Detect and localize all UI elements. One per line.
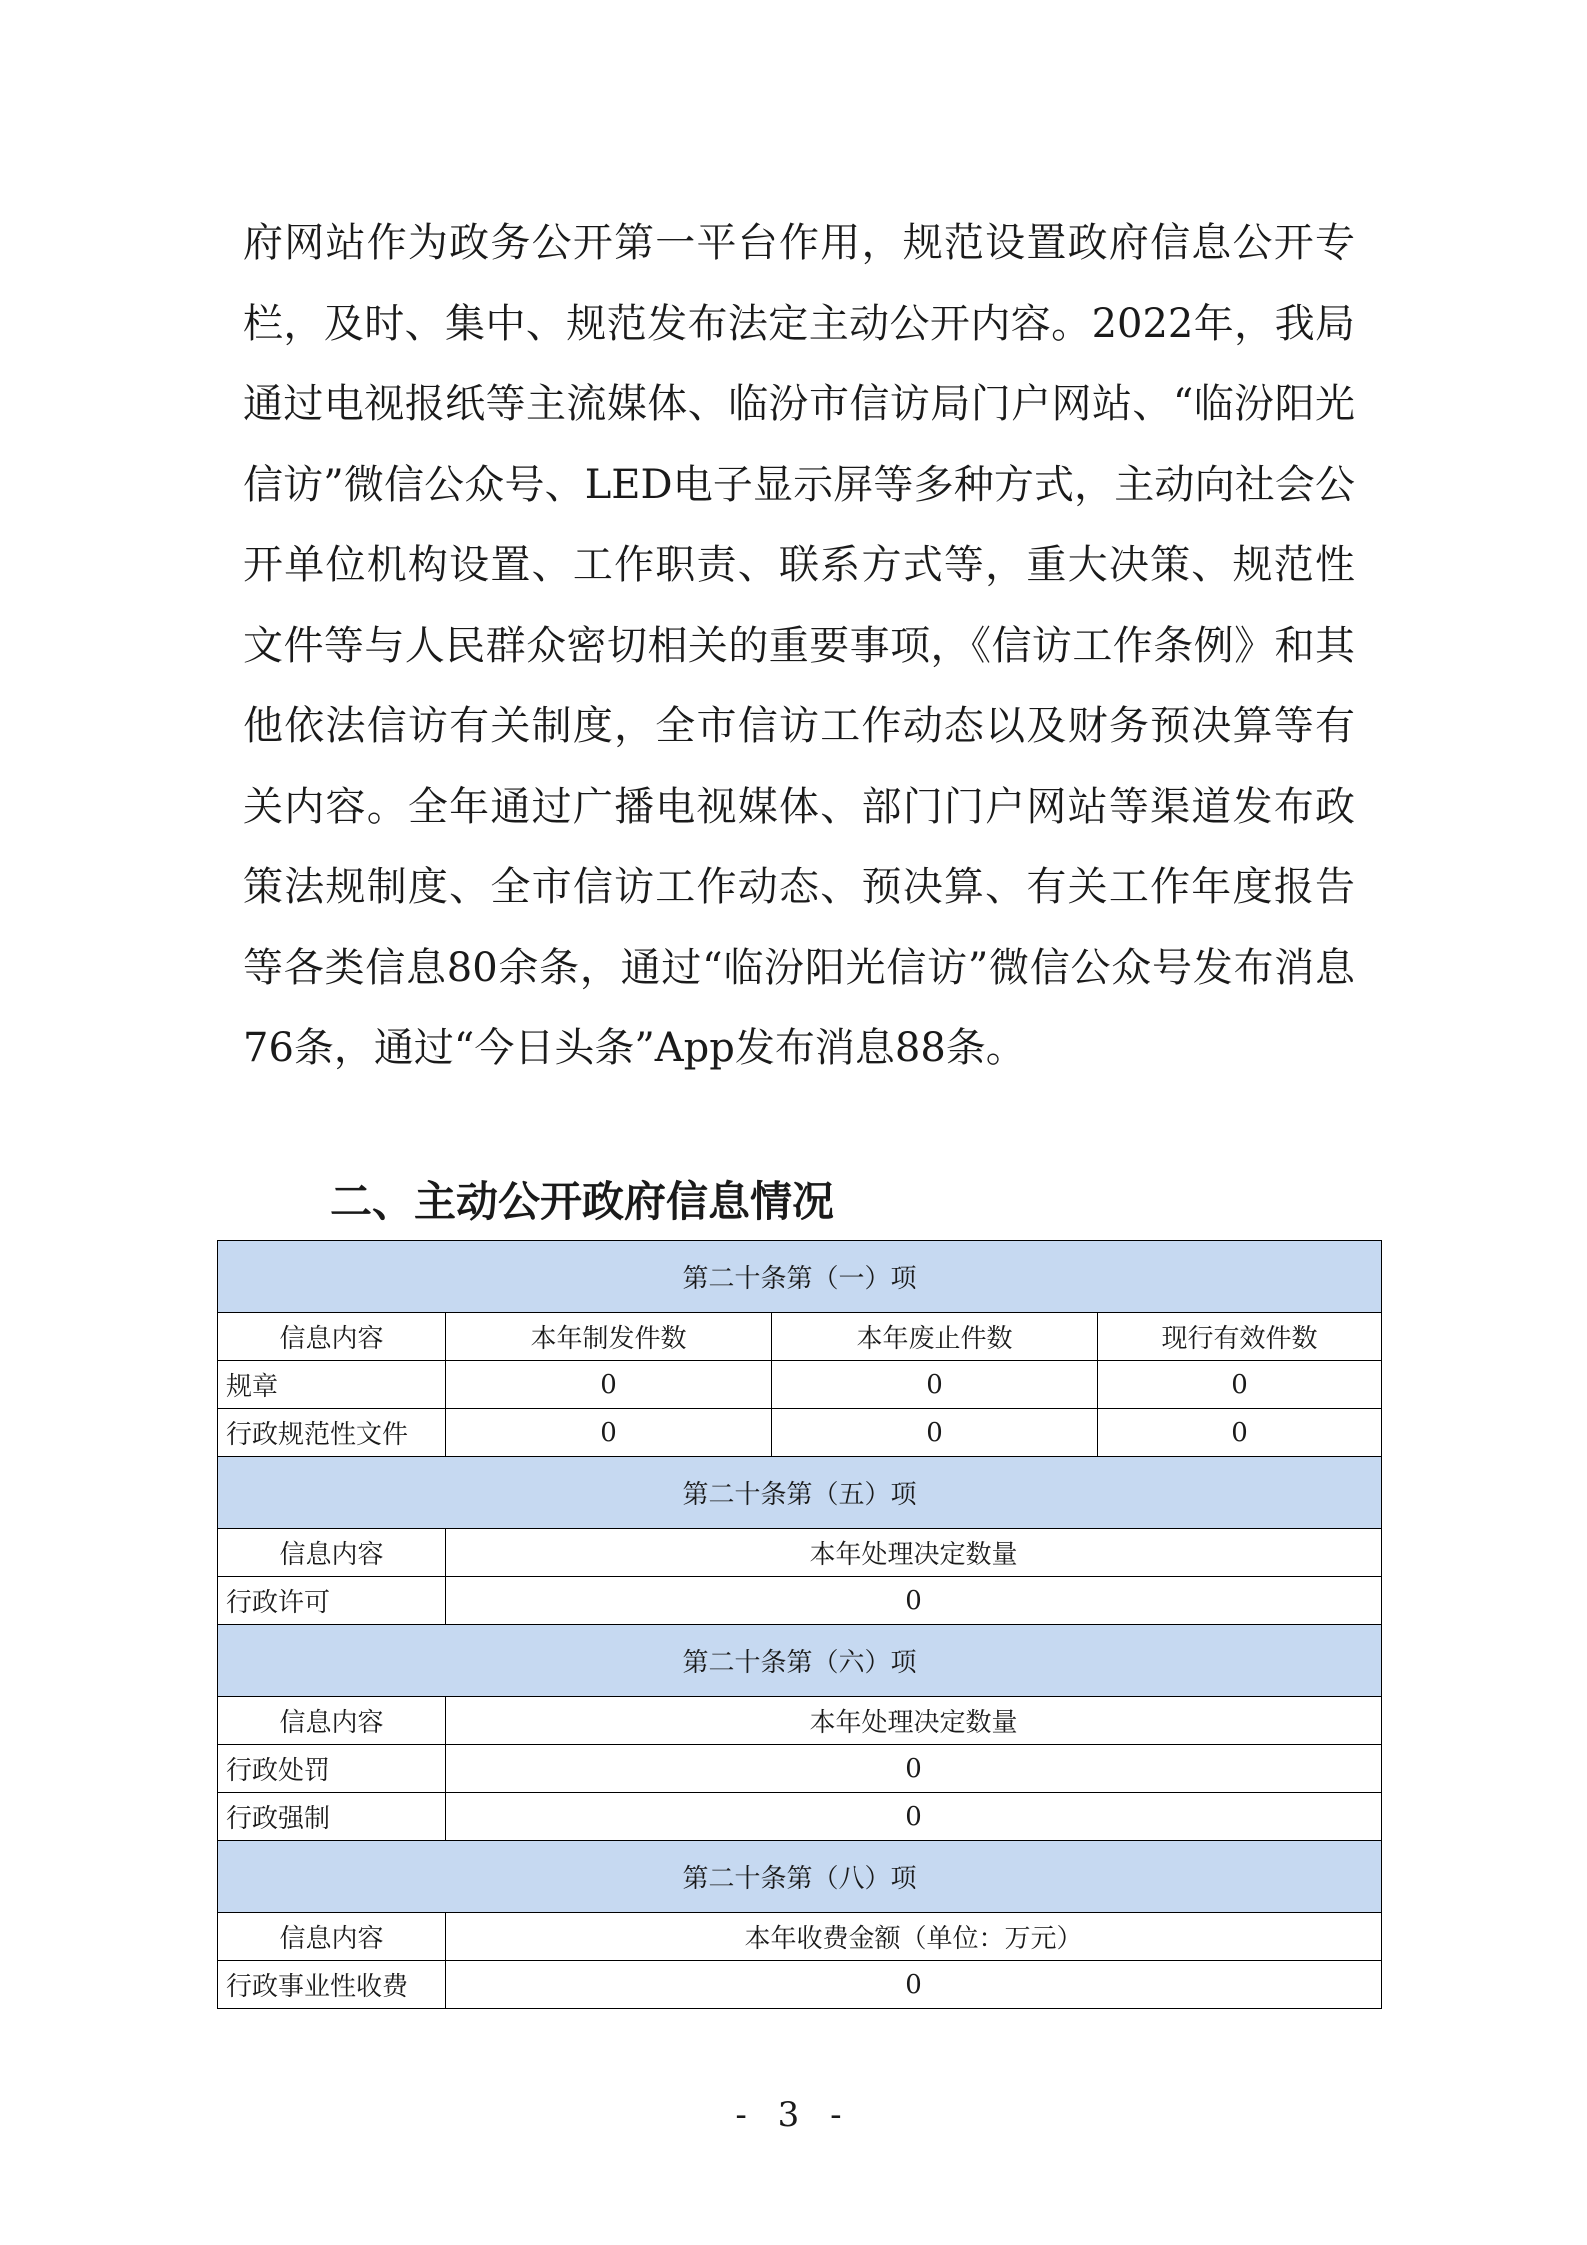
section-title: 第二十条第（八）项 [218,1841,1382,1913]
column-header: 信息内容 [218,1313,446,1361]
column-header: 本年处理决定数量 [446,1697,1382,1745]
column-header: 本年处理决定数量 [446,1529,1382,1577]
row-label: 行政事业性收费 [218,1961,446,2009]
page-number: - 3 - [735,2095,852,2135]
table-row [218,1745,1382,1793]
column-header: 信息内容 [218,1913,446,1961]
table-cell: 0 [446,1961,1382,2009]
table-row [218,1577,1382,1625]
table-cell: 0 [446,1361,772,1409]
table-cell: 0 [446,1793,1382,1841]
column-header: 本年废止件数 [772,1313,1098,1361]
table-cell: 0 [772,1409,1098,1457]
table-row [218,1793,1382,1841]
table-cell: 0 [446,1745,1382,1793]
column-header: 信息内容 [218,1529,446,1577]
table-section-header [218,1457,1382,1529]
table-cell: 0 [446,1409,772,1457]
section-title: 第二十条第（五）项 [218,1457,1382,1529]
table-header-row [218,1313,1382,1361]
table-header-row [218,1529,1382,1577]
table-section-header [218,1241,1382,1313]
row-label: 规章 [218,1361,446,1409]
column-header: 信息内容 [218,1697,446,1745]
section-title: 第二十条第（一）项 [218,1241,1382,1313]
body-paragraph: 府网站作为政务公开第一平台作用，规范设置政府信息公开专栏，及时、集中、规范发布法定主动公开内容。2022年，我局通过电视报纸等主流媒体、临汾市信访局门户网站、“临汾阳光信访”微信公众号、LED电子显示屏等多种方式，主动向社会公开单位机构设置、工作职责、联系方式等，重大决策、规范性文件等与人民群众密切相关的重要事项，《信访工作条例》和其他依法信访有关制度，全市信访工作动态以及财务预决算等有关内容。全年通过广播电视媒体、部门门户网站等渠道发布政策法规制度、全市信访工作动态、预决算、有关工作年度报告等各类信息80余条，通过“临汾阳光信访”微信公众号发布消息76条，通过“今日头条”App发布消息88条。 [243,220,1355,1071]
table-header-row [218,1697,1382,1745]
row-label: 行政强制 [218,1793,446,1841]
column-header: 本年制发件数 [446,1313,772,1361]
row-label: 行政规范性文件 [218,1409,446,1457]
table-section-header [218,1625,1382,1697]
column-header: 现行有效件数 [1098,1313,1382,1361]
table-cell: 0 [772,1361,1098,1409]
table-row [218,1409,1382,1457]
section-heading: 二、主动公开政府信息情况 [330,1177,835,1226]
table-cell: 0 [1098,1409,1382,1457]
row-label: 行政许可 [218,1577,446,1625]
row-label: 行政处罚 [218,1745,446,1793]
section-title: 第二十条第（六）项 [218,1625,1382,1697]
table-row [218,1961,1382,2009]
table-row [218,1361,1382,1409]
body-text [243,203,1355,1089]
table-cell: 0 [1098,1361,1382,1409]
table-section-header [218,1841,1382,1913]
column-header: 本年收费金额（单位：万元） [446,1913,1382,1961]
table-header-row [218,1913,1382,1961]
disclosure-table [217,1240,1382,2009]
table-cell: 0 [446,1577,1382,1625]
